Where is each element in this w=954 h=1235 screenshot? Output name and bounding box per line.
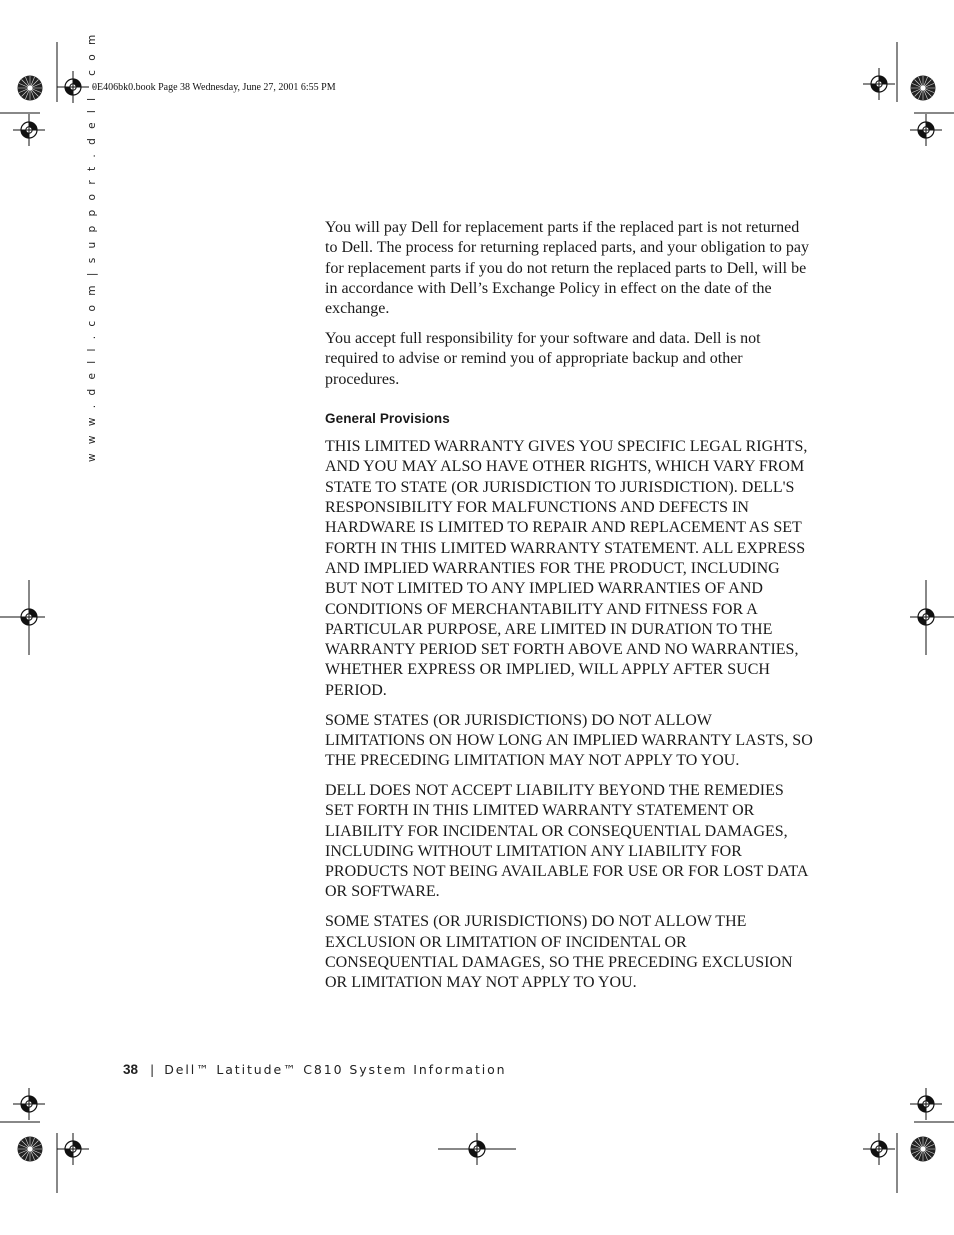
section-heading: General Provisions	[325, 410, 450, 426]
crosshair-registration-icon	[13, 1088, 45, 1120]
footer-separator: |	[150, 1062, 155, 1077]
starburst-target-icon-top-right	[911, 76, 936, 101]
paragraph-replacement-parts: You will pay Dell for replacement parts if the replaced part is not returned to Dell. The process for returning replaced parts, and your obligation to pay for replacement parts if you do not return the replaced parts to Dell, will be in accordance with Dell’s Exchange Policy in effect on the date of the exchange.	[325, 219, 810, 318]
paragraph-implied-warranty-limits: SOME STATES (OR JURISDICTIONS) DO NOT ALLOW LIMITATIONS ON HOW LONG AN IMPLIED WARRANTY LASTS, SO THE PRECEDING LIMITATION MAY NOT APPLY TO YOU.	[325, 711, 813, 770]
paragraph-software-data: You accept full responsibility for your software and data. Dell is not required to advise or remind you of appropriate backup and other procedures.	[325, 329, 761, 388]
footer-title: Dell™ Latitude™ C810 System Information	[164, 1062, 507, 1077]
starburst-target-icon-bottom-right	[911, 1137, 936, 1162]
side-website-url: w w w . d e l l . c o m | s u p p o r t . d e l l . c o m	[86, 31, 98, 462]
crosshair-registration-icon	[863, 1133, 895, 1165]
crosshair-registration-icon	[57, 71, 89, 103]
page-footer	[123, 1062, 507, 1077]
crosshair-registration-icon	[910, 114, 942, 146]
page-number: 38	[123, 1062, 139, 1077]
paragraph-liability: DELL DOES NOT ACCEPT LIABILITY BEYOND THE REMEDIES SET FORTH IN THIS LIMITED WARRANTY STATEMENT OR LIABILITY FOR INCIDENTAL OR CONSEQUENTIAL DAMAGES, INCLUDING WITHOUT LIMITATION ANY LIABILITY FOR PRODUCTS NOT BEING AVAILABLE FOR USE OR FOR LOST DATA OR SOFTWARE.	[325, 781, 808, 901]
crosshair-registration-icon	[910, 1088, 942, 1120]
paragraph-incidental-damages: SOME STATES (OR JURISDICTIONS) DO NOT ALLOW THE EXCLUSION OR LIMITATION OF INCIDENTAL OR CONSEQUENTIAL DAMAGES, SO THE PRECEDING EXCLUSION OR LIMITATION MAY NOT APPLY TO YOU.	[325, 913, 793, 992]
starburst-target-icon-top-left	[18, 76, 43, 101]
crosshair-registration-icon	[57, 1133, 89, 1165]
crosshair-registration-icon	[863, 68, 895, 100]
main-content	[325, 218, 813, 1003]
crosshair-registration-icon	[13, 114, 45, 146]
print-slug: 0E406bk0.book Page 38 Wednesday, June 27, 2001 6:55 PM	[92, 82, 336, 93]
paragraph-legal-rights: THIS LIMITED WARRANTY GIVES YOU SPECIFIC LEGAL RIGHTS, AND YOU MAY ALSO HAVE OTHER RIGHTS, WHICH VARY FROM STATE TO STATE (OR JURISDICTION TO JURISDICTION). DELL'S RESPONSIBILITY FOR MALFUNCTIONS AND DEFECTS IN HARDWARE IS LIMITED TO REPAIR AND REPLACEMENT AS SET FORTH IN THIS LIMITED WARRANTY STATEMENT. ALL EXPRESS AND IMPLIED WARRANTIES FOR THE PRODUCT, INCLUDING BUT NOT LIMITED TO ANY IMPLIED WARRANTIES OF AND CONDITIONS OF MERCHANTABILITY AND FITNESS FOR A PARTICULAR PURPOSE, ARE LIMITED IN DURATION TO THE WARRANTY PERIOD SET FORTH ABOVE AND NO WARRANTIES, WHETHER EXPRESS OR IMPLIED, WILL APPLY AFTER SUCH PERIOD.	[325, 438, 808, 699]
starburst-target-icon-bottom-left	[18, 1137, 43, 1162]
